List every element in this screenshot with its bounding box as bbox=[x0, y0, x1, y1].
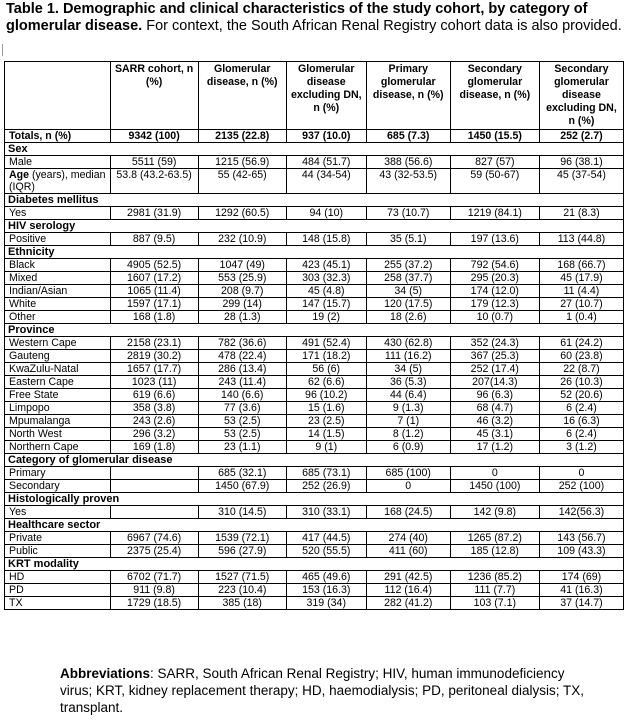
margin-mark bbox=[2, 44, 3, 56]
section-label: Sex bbox=[5, 143, 624, 156]
section-label: Healthcare sector bbox=[5, 519, 624, 532]
table-cell: 252 (2.7) bbox=[539, 130, 623, 143]
table-cell: 185 (12.8) bbox=[450, 545, 539, 558]
section-row bbox=[5, 246, 624, 259]
table-cell: 73 (10.7) bbox=[366, 207, 450, 220]
table-cell: 1065 (11.4) bbox=[110, 285, 198, 298]
table-cell: 1292 (60.5) bbox=[198, 207, 286, 220]
section-row bbox=[5, 143, 624, 156]
table-cell: 2981 (31.9) bbox=[110, 207, 198, 220]
table-cell: 23 (1.1) bbox=[198, 441, 286, 454]
table-cell: 2135 (22.8) bbox=[198, 130, 286, 143]
table-cell: 1729 (18.5) bbox=[110, 597, 198, 610]
table-cell: 46 (3.2) bbox=[450, 415, 539, 428]
table-cell: 96 (10.2) bbox=[286, 389, 366, 402]
table-cell: 9 (1) bbox=[286, 441, 366, 454]
table-row bbox=[5, 467, 624, 480]
header-cell: Primary glomerular disease, n (%) bbox=[366, 62, 450, 130]
table-cell: 43 (32-53.5) bbox=[366, 169, 450, 194]
section-row bbox=[5, 519, 624, 532]
table-row bbox=[5, 480, 624, 493]
section-row bbox=[5, 493, 624, 506]
table-cell: 18 (2.6) bbox=[366, 311, 450, 324]
table-cell: 2158 (23.1) bbox=[110, 337, 198, 350]
table-cell: 491 (52.4) bbox=[286, 337, 366, 350]
table-cell: 94 (10) bbox=[286, 207, 366, 220]
table-cell: 1236 (85.2) bbox=[450, 571, 539, 584]
table-cell: 411 (60) bbox=[366, 545, 450, 558]
table-cell: 520 (55.5) bbox=[286, 545, 366, 558]
table-cell: 243 (11.4) bbox=[198, 376, 286, 389]
table-cell: 596 (27.9) bbox=[198, 545, 286, 558]
table-cell: 45 (37-54) bbox=[539, 169, 623, 194]
table-caption bbox=[6, 1, 622, 35]
table-row bbox=[5, 402, 624, 415]
table-row bbox=[5, 233, 624, 246]
table-row bbox=[5, 376, 624, 389]
row-label: Mixed bbox=[5, 272, 111, 285]
row-label: Yes bbox=[5, 207, 111, 220]
table-cell: 685 (100) bbox=[366, 467, 450, 480]
table-cell: 53 (2.5) bbox=[198, 415, 286, 428]
header-row bbox=[5, 62, 624, 130]
row-label: Limpopo bbox=[5, 402, 111, 415]
table-cell: 179 (12.3) bbox=[450, 298, 539, 311]
row-label: Totals, n (%) bbox=[5, 130, 111, 143]
row-label: Northern Cape bbox=[5, 441, 111, 454]
table-cell: 56 (6) bbox=[286, 363, 366, 376]
table-cell: 168 (1.8) bbox=[110, 311, 198, 324]
table-cell bbox=[110, 480, 198, 493]
row-label: Free State bbox=[5, 389, 111, 402]
table-cell: 44 (6.4) bbox=[366, 389, 450, 402]
table-cell: 52 (20.6) bbox=[539, 389, 623, 402]
table-cell: 303 (32.3) bbox=[286, 272, 366, 285]
table-cell: 782 (36.6) bbox=[198, 337, 286, 350]
table-cell: 113 (44.8) bbox=[539, 233, 623, 246]
table-cell: 28 (1.3) bbox=[198, 311, 286, 324]
table-cell: 9342 (100) bbox=[110, 130, 198, 143]
table-row bbox=[5, 272, 624, 285]
table-cell: 61 (24.2) bbox=[539, 337, 623, 350]
row-label: Eastern Cape bbox=[5, 376, 111, 389]
table-cell: 36 (5.3) bbox=[366, 376, 450, 389]
table-cell: 258 (37.7) bbox=[366, 272, 450, 285]
table-cell: 19 (2) bbox=[286, 311, 366, 324]
table-cell: 319 (34) bbox=[286, 597, 366, 610]
table-cell: 2375 (25.4) bbox=[110, 545, 198, 558]
header-cell: Secondary glomerular disease, n (%) bbox=[450, 62, 539, 130]
table-cell: 1607 (17.2) bbox=[110, 272, 198, 285]
table-cell: 111 (16.2) bbox=[366, 350, 450, 363]
row-label: KwaZulu-Natal bbox=[5, 363, 111, 376]
table-cell: 62 (6.6) bbox=[286, 376, 366, 389]
table-row bbox=[5, 285, 624, 298]
table-cell: 1215 (56.9) bbox=[198, 156, 286, 169]
table-cell: 35 (5.1) bbox=[366, 233, 450, 246]
table-cell: 6 (2.4) bbox=[539, 428, 623, 441]
table-cell: 274 (40) bbox=[366, 532, 450, 545]
table-cell: 17 (1.2) bbox=[450, 441, 539, 454]
table-cell: 1047 (49) bbox=[198, 259, 286, 272]
row-label: Indian/Asian bbox=[5, 285, 111, 298]
table-cell: 153 (16.3) bbox=[286, 584, 366, 597]
table-cell: 7 (1) bbox=[366, 415, 450, 428]
table-cell: 8 (1.2) bbox=[366, 428, 450, 441]
row-label: HD bbox=[5, 571, 111, 584]
table-title: Table 1. Demographic and clinical characteristics of the study cohort, by category of glomerular disease. bbox=[6, 1, 588, 34]
table-cell: 223 (10.4) bbox=[198, 584, 286, 597]
table-cell: 6 (2.4) bbox=[539, 402, 623, 415]
table-cell: 22 (8.7) bbox=[539, 363, 623, 376]
table-cell: 296 (3.2) bbox=[110, 428, 198, 441]
table-cell: 685 (32.1) bbox=[198, 467, 286, 480]
section-label: Ethnicity bbox=[5, 246, 624, 259]
table-cell: 299 (14) bbox=[198, 298, 286, 311]
table-cell: 827 (57) bbox=[450, 156, 539, 169]
table-cell: 243 (2.6) bbox=[110, 415, 198, 428]
table-cell: 478 (22.4) bbox=[198, 350, 286, 363]
table-cell: 417 (44.5) bbox=[286, 532, 366, 545]
table-row bbox=[5, 156, 624, 169]
table-cell: 911 (9.8) bbox=[110, 584, 198, 597]
table-cell: 168 (66.7) bbox=[539, 259, 623, 272]
table-row bbox=[5, 545, 624, 558]
table-cell: 27 (10.7) bbox=[539, 298, 623, 311]
section-label: Diabetes mellitus bbox=[5, 194, 624, 207]
row-label: Primary bbox=[5, 467, 111, 480]
row-label bbox=[5, 169, 111, 194]
table-cell: 1 (0.4) bbox=[539, 311, 623, 324]
table-cell: 96 (38.1) bbox=[539, 156, 623, 169]
table-cell: 45 (17.9) bbox=[539, 272, 623, 285]
abbreviations-note bbox=[60, 665, 600, 716]
table-cell: 96 (6.3) bbox=[450, 389, 539, 402]
table-cell: 169 (1.8) bbox=[110, 441, 198, 454]
table-cell: 484 (51.7) bbox=[286, 156, 366, 169]
table-cell: 310 (33.1) bbox=[286, 506, 366, 519]
table-cell bbox=[110, 467, 198, 480]
header-cell: Glomerular disease excluding DN, n (%) bbox=[286, 62, 366, 130]
table-cell: 9 (1.3) bbox=[366, 402, 450, 415]
table-cell: 685 (73.1) bbox=[286, 467, 366, 480]
row-label: Gauteng bbox=[5, 350, 111, 363]
row-label: Male bbox=[5, 156, 111, 169]
table-cell: 887 (9.5) bbox=[110, 233, 198, 246]
table-cell: 6 (0.9) bbox=[366, 441, 450, 454]
table-cell: 282 (41.2) bbox=[366, 597, 450, 610]
table-body bbox=[5, 130, 624, 610]
row-label-rest: (years), median (IQR) bbox=[9, 169, 106, 193]
table-cell: 1527 (71.5) bbox=[198, 571, 286, 584]
table-cell: 291 (42.5) bbox=[366, 571, 450, 584]
table-cell: 120 (17.5) bbox=[366, 298, 450, 311]
table-cell: 6702 (71.7) bbox=[110, 571, 198, 584]
table-cell: 148 (15.8) bbox=[286, 233, 366, 246]
table-cell: 1023 (11) bbox=[110, 376, 198, 389]
table-cell: 255 (37.2) bbox=[366, 259, 450, 272]
table-cell: 5511 (59) bbox=[110, 156, 198, 169]
row-label: Mpumalanga bbox=[5, 415, 111, 428]
table-cell: 174 (69) bbox=[539, 571, 623, 584]
table-cell: 685 (7.3) bbox=[366, 130, 450, 143]
table-cell: 465 (49.6) bbox=[286, 571, 366, 584]
table-cell: 4905 (52.5) bbox=[110, 259, 198, 272]
table-cell: 2819 (30.2) bbox=[110, 350, 198, 363]
table-cell: 171 (18.2) bbox=[286, 350, 366, 363]
section-label: Category of glomerular disease bbox=[5, 454, 624, 467]
table-cell: 55 (42-65) bbox=[198, 169, 286, 194]
table-cell: 792 (54.6) bbox=[450, 259, 539, 272]
table-cell: 14 (1.5) bbox=[286, 428, 366, 441]
table-cell: 310 (14.5) bbox=[198, 506, 286, 519]
table-row bbox=[5, 169, 624, 194]
table-cell bbox=[110, 506, 198, 519]
table-cell: 142(56.3) bbox=[539, 506, 623, 519]
row-label: Black bbox=[5, 259, 111, 272]
table-cell: 1450 (67.9) bbox=[198, 480, 286, 493]
table-cell: 37 (14.7) bbox=[539, 597, 623, 610]
table-row bbox=[5, 337, 624, 350]
table-cell: 619 (6.6) bbox=[110, 389, 198, 402]
table-row bbox=[5, 428, 624, 441]
table-cell: 430 (62.8) bbox=[366, 337, 450, 350]
table-cell: 77 (3.6) bbox=[198, 402, 286, 415]
header-cell: Secondary glomerular disease excluding DN, n (%) bbox=[539, 62, 623, 130]
table-cell: 53 (2.5) bbox=[198, 428, 286, 441]
table-cell: 60 (23.8) bbox=[539, 350, 623, 363]
table-row bbox=[5, 597, 624, 610]
table-row bbox=[5, 207, 624, 220]
table-cell: 0 bbox=[539, 467, 623, 480]
table-cell: 109 (43.3) bbox=[539, 545, 623, 558]
table-cell: 295 (20.3) bbox=[450, 272, 539, 285]
section-row bbox=[5, 194, 624, 207]
table-cell: 45 (3.1) bbox=[450, 428, 539, 441]
row-label: Positive bbox=[5, 233, 111, 246]
row-label: Secondary bbox=[5, 480, 111, 493]
table-cell: 0 bbox=[450, 467, 539, 480]
table-row bbox=[5, 363, 624, 376]
table-cell: 23 (2.5) bbox=[286, 415, 366, 428]
table-cell: 34 (5) bbox=[366, 363, 450, 376]
row-label: Public bbox=[5, 545, 111, 558]
table-cell: 59 (50-67) bbox=[450, 169, 539, 194]
section-label: Histologically proven bbox=[5, 493, 624, 506]
table-cell: 174 (12.0) bbox=[450, 285, 539, 298]
table-cell: 10 (0.7) bbox=[450, 311, 539, 324]
table-cell: 252 (100) bbox=[539, 480, 623, 493]
section-label: Province bbox=[5, 324, 624, 337]
section-label: HIV serology bbox=[5, 220, 624, 233]
row-label: Western Cape bbox=[5, 337, 111, 350]
table-cell: 11 (4.4) bbox=[539, 285, 623, 298]
table-note: For context, the South African Renal Registry cohort data is also provided. bbox=[146, 18, 622, 34]
table-cell: 207(14.3) bbox=[450, 376, 539, 389]
table-cell: 112 (16.4) bbox=[366, 584, 450, 597]
table-cell: 53.8 (43.2-63.5) bbox=[110, 169, 198, 194]
table-cell: 358 (3.8) bbox=[110, 402, 198, 415]
table-cell: 41 (16.3) bbox=[539, 584, 623, 597]
characteristics-table bbox=[4, 61, 624, 610]
table-row bbox=[5, 571, 624, 584]
table-cell: 3 (1.2) bbox=[539, 441, 623, 454]
abbreviations-label: Abbreviations bbox=[60, 666, 151, 681]
table-row bbox=[5, 584, 624, 597]
row-label: Other bbox=[5, 311, 111, 324]
table-cell: 21 (8.3) bbox=[539, 207, 623, 220]
section-row bbox=[5, 324, 624, 337]
table-cell: 0 bbox=[366, 480, 450, 493]
table-row bbox=[5, 311, 624, 324]
table-cell: 1539 (72.1) bbox=[198, 532, 286, 545]
table-cell: 388 (56.6) bbox=[366, 156, 450, 169]
header-cell: SARR cohort, n (%) bbox=[110, 62, 198, 130]
table-cell: 1450 (15.5) bbox=[450, 130, 539, 143]
table-cell: 6967 (74.6) bbox=[110, 532, 198, 545]
table-cell: 286 (13.4) bbox=[198, 363, 286, 376]
table-cell: 252 (17.4) bbox=[450, 363, 539, 376]
section-row bbox=[5, 220, 624, 233]
table-cell: 143 (56.7) bbox=[539, 532, 623, 545]
table-row bbox=[5, 506, 624, 519]
header-cell bbox=[5, 62, 111, 130]
table-cell: 232 (10.9) bbox=[198, 233, 286, 246]
row-label: North West bbox=[5, 428, 111, 441]
table-cell: 16 (6.3) bbox=[539, 415, 623, 428]
table-row bbox=[5, 415, 624, 428]
table-row bbox=[5, 532, 624, 545]
table-cell: 168 (24.5) bbox=[366, 506, 450, 519]
table-cell: 34 (5) bbox=[366, 285, 450, 298]
table-cell: 1597 (17.1) bbox=[110, 298, 198, 311]
header-cell: Glomerular disease, n (%) bbox=[198, 62, 286, 130]
row-label: White bbox=[5, 298, 111, 311]
table-cell: 142 (9.8) bbox=[450, 506, 539, 519]
abbreviations-text: : SARR, South African Renal Registry; HIV, human immunodeficiency virus; KRT, kidney replacement therapy; HD, haemodialysis; PD, peritoneal dialysis; TX, transplant. bbox=[60, 666, 584, 715]
row-label: PD bbox=[5, 584, 111, 597]
table-row bbox=[5, 350, 624, 363]
table-cell: 103 (7.1) bbox=[450, 597, 539, 610]
totals-row bbox=[5, 130, 624, 143]
table-cell: 111 (7.7) bbox=[450, 584, 539, 597]
table-row bbox=[5, 259, 624, 272]
table-cell: 1450 (100) bbox=[450, 480, 539, 493]
row-label: TX bbox=[5, 597, 111, 610]
table-cell: 423 (45.1) bbox=[286, 259, 366, 272]
table-cell: 1219 (84.1) bbox=[450, 207, 539, 220]
table-cell: 252 (26.9) bbox=[286, 480, 366, 493]
table-cell: 352 (24.3) bbox=[450, 337, 539, 350]
table-cell: 44 (34-54) bbox=[286, 169, 366, 194]
row-label-bold: Age bbox=[9, 169, 30, 181]
row-label: Yes bbox=[5, 506, 111, 519]
table-cell: 1657 (17.7) bbox=[110, 363, 198, 376]
section-label: KRT modality bbox=[5, 558, 624, 571]
table-cell: 147 (15.7) bbox=[286, 298, 366, 311]
row-label: Private bbox=[5, 532, 111, 545]
table-cell: 68 (4.7) bbox=[450, 402, 539, 415]
table-cell: 45 (4.8) bbox=[286, 285, 366, 298]
table-row bbox=[5, 298, 624, 311]
table-cell: 208 (9.7) bbox=[198, 285, 286, 298]
section-row bbox=[5, 454, 624, 467]
table-cell: 937 (10.0) bbox=[286, 130, 366, 143]
table-cell: 385 (18) bbox=[198, 597, 286, 610]
table-cell: 553 (25.9) bbox=[198, 272, 286, 285]
section-row bbox=[5, 558, 624, 571]
table-cell: 140 (6.6) bbox=[198, 389, 286, 402]
table-cell: 197 (13.6) bbox=[450, 233, 539, 246]
table-cell: 367 (25.3) bbox=[450, 350, 539, 363]
table-cell: 1265 (87.2) bbox=[450, 532, 539, 545]
table-row bbox=[5, 441, 624, 454]
table-cell: 15 (1.6) bbox=[286, 402, 366, 415]
table-cell: 26 (10.3) bbox=[539, 376, 623, 389]
table-row bbox=[5, 389, 624, 402]
